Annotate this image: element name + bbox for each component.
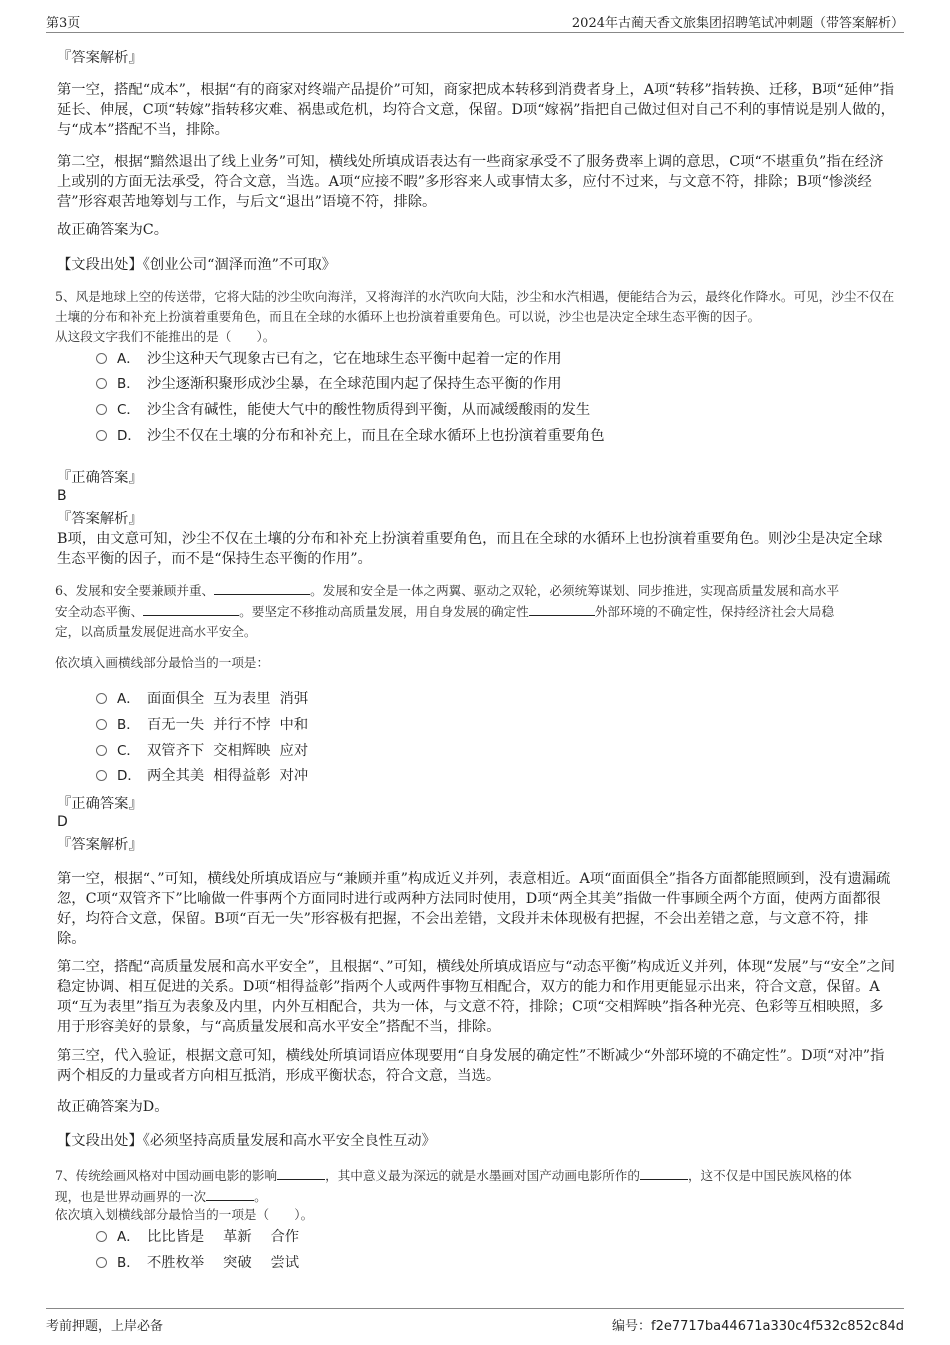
q6-analysis-title: 『答案解析』 [57, 837, 143, 853]
blank-1 [277, 1165, 325, 1180]
radio-icon[interactable] [96, 745, 107, 756]
radio-icon[interactable] [96, 770, 107, 781]
q6-option-b[interactable]: B． 百无一失 并行不悖 中和 [96, 715, 308, 735]
q6-stem: 6、发展和安全要兼顾并重、 。发展和安全是一体之两翼、驱动之双轮，必须统筹谋划、同步推进，实现高质量发展和高水平 安全动态平衡、 。要坚定不移推动高质量发展，用自身发展的确定性 外部环境的不确定性，保持经济社会大局稳 定，以高质量发展促进高水平安全。 [55, 580, 897, 642]
blank-2 [640, 1165, 688, 1180]
blank-3 [206, 1186, 254, 1201]
q5-correct-answer: B [57, 488, 67, 504]
blank-1 [214, 580, 310, 595]
q6-option-d[interactable]: D． 两全其美 相得益彰 对冲 [96, 766, 308, 786]
q4-analysis-p1: 第一空，搭配“成本”，根据“有的商家对终端产品提价”可知，商家把成本转移到消费者身上，A项“转移”指转换、迁移，B项“延伸”指延长、伸展，C项“转嫁”指转移灾难、祸患或危机，均符合文意，保留。D项“嫁祸”指把自己做过但对自己不利的事情说是别人做的，与“成本”搭配不当，排除。 [57, 82, 895, 138]
q6-answer-line: 故正确答案为D。 [57, 1099, 169, 1115]
q4-source: 【文段出处】《创业公司“涸泽而渔”不可取》 [57, 257, 337, 273]
q7-ask: 依次填入划横线部分最恰当的一项是（ ）。 [55, 1207, 314, 1222]
page-header [46, 10, 904, 33]
q6-analysis-p1: 第一空，根据“、”可知，横线处所填成语应与“兼顾并重”构成近义并列，表意相近。A项“面面俱全”指各方面都能照顾到，没有遗漏疏忽，C项“双管齐下”比喻做一件事两个方面同时进行或两种方法同时使用，D项“两全其美”指做一件事顾全两个方面，使两方面都很好，均符合文意，保留。B项“百无一失”形容极有把握，不会出差错，文段并未体现极有把握，不会出差错之意，与文意不符，排除。 [57, 871, 891, 947]
q4-analysis-p2: 第二空，根据“黯然退出了线上业务”可知，横线处所填成语表达有一些商家承受不了服务费率上调的意思，C项“不堪重负”指在经济上或别的方面无法承受，符合文意，当选。A项“应接不暇”多形容来人或事情太多，应付不过来，与文意不符，排除；B项“惨淡经营”形容艰苦地筹划与工作，与后文“退出”语境不符，排除。 [57, 154, 884, 210]
q5-option-c[interactable]: C． 沙尘含有碱性，能使大气中的酸性物质得到平衡，从而减缓酸雨的发生 [96, 400, 590, 420]
q6-analysis-p2: 第二空，搭配“高质量发展和高水平安全”，且根据“、”可知，横线处所填成语应与“动态平衡”构成近义并列，体现“发展”与“安全”之间稳定协调、相互促进的关系。D项“相得益彰”指两个人或两件事物互相配合，双方的能力和作用更能显示出来，符合文意，保留。A项“互为表里”指互为表象及内里，内外互相配合，共为一体，与文意不符，排除；C项“交相辉映”指各种光亮、色彩等互相映照，多用于形容美好的景象，与“高质量发展和高水平安全”搭配不当，排除。 [57, 959, 895, 1035]
q6-option-a[interactable]: A． 面面俱全 互为表里 消弭 [96, 689, 308, 709]
blank-2 [143, 601, 239, 616]
document-title: 2024年古蔺天香文旅集团招聘笔试冲刺题（带答案解析） [571, 16, 904, 31]
q6-option-c[interactable]: C． 双管齐下 交相辉映 应对 [96, 741, 308, 761]
radio-icon[interactable] [96, 719, 107, 730]
blank-3 [529, 601, 595, 616]
q4-answer-line: 故正确答案为C。 [57, 222, 169, 238]
q6-correct-title: 『正确答案』 [57, 796, 143, 812]
q7-option-a[interactable]: A． 比比皆是 革新 合作 [96, 1227, 299, 1247]
page-footer [46, 1308, 904, 1337]
q6-correct-answer: D [57, 814, 68, 830]
q5-option-a[interactable]: A． 沙尘这种天气现象古已有之，它在地球生态平衡中起着一定的作用 [96, 349, 562, 369]
q6-ask: 依次填入画横线部分最恰当的一项是： [55, 655, 270, 670]
radio-icon[interactable] [96, 353, 107, 364]
q5-option-b[interactable]: B． 沙尘逐渐积聚形成沙尘暴，在全球范围内起了保持生态平衡的作用 [96, 374, 562, 394]
q7-option-b[interactable]: B． 不胜枚举 突破 尝试 [96, 1253, 299, 1273]
q5-correct-title: 『正确答案』 [57, 470, 143, 486]
radio-icon[interactable] [96, 404, 107, 415]
q5-analysis: B项，由文意可知，沙尘不仅在土壤的分布和补充上扮演着重要角色，而且在全球的水循环上也扮演着重要角色。则沙尘是决定全球生态平衡的因子，而不是“保持生态平衡的作用”。 [57, 531, 883, 567]
q5-analysis-title: 『答案解析』 [57, 511, 143, 527]
radio-icon[interactable] [96, 378, 107, 389]
q5-stem: 5、风是地球上空的传送带，它将大陆的沙尘吹向海洋，又将海洋的水汽吹向大陆，沙尘和水汽相遇，便能结合为云，最终化作降水。可见，沙尘不仅在土壤的分布和补充上扮演着重要角色，而且在全球的水循环上也扮演着重要角色。可以说，沙尘也是决定全球生态平衡的因子。 [55, 289, 895, 324]
q4-analysis-title: 『答案解析』 [57, 50, 143, 66]
q6-source: 【文段出处】《必须坚持高质量发展和高水平安全良性互动》 [57, 1133, 436, 1149]
radio-icon[interactable] [96, 430, 107, 441]
radio-icon[interactable] [96, 1257, 107, 1268]
page-number: 第3页 [46, 16, 81, 31]
radio-icon[interactable] [96, 693, 107, 704]
q5-option-d[interactable]: D． 沙尘不仅在土壤的分布和补充上，而且在全球水循环上也扮演着重要角色 [96, 426, 605, 446]
q5-ask: 从这段文字我们不能推出的是（ ）。 [55, 329, 276, 344]
q6-analysis-p3: 第三空，代入验证，根据文意可知，横线处所填词语应体现要用“自身发展的确定性”不断减少“外部环境的不确定性”。D项“对冲”指两个相反的力量或者方向相互抵消，形成平衡状态，符合文意，当选。 [57, 1048, 885, 1084]
footer-slogan: 考前押题，上岸必备 [46, 1319, 164, 1334]
q7-stem: 7、传统绘画风格对中国动画电影的影响 ，其中意义最为深远的就是水墨画对国产动画电影所作的 ，这不仅是中国民族风格的体 现，也是世界动画界的一次 。 [55, 1165, 897, 1207]
radio-icon[interactable] [96, 1231, 107, 1242]
document-id: 编号：f2e7717ba44671a330c4f532c852c84d [611, 1319, 904, 1334]
